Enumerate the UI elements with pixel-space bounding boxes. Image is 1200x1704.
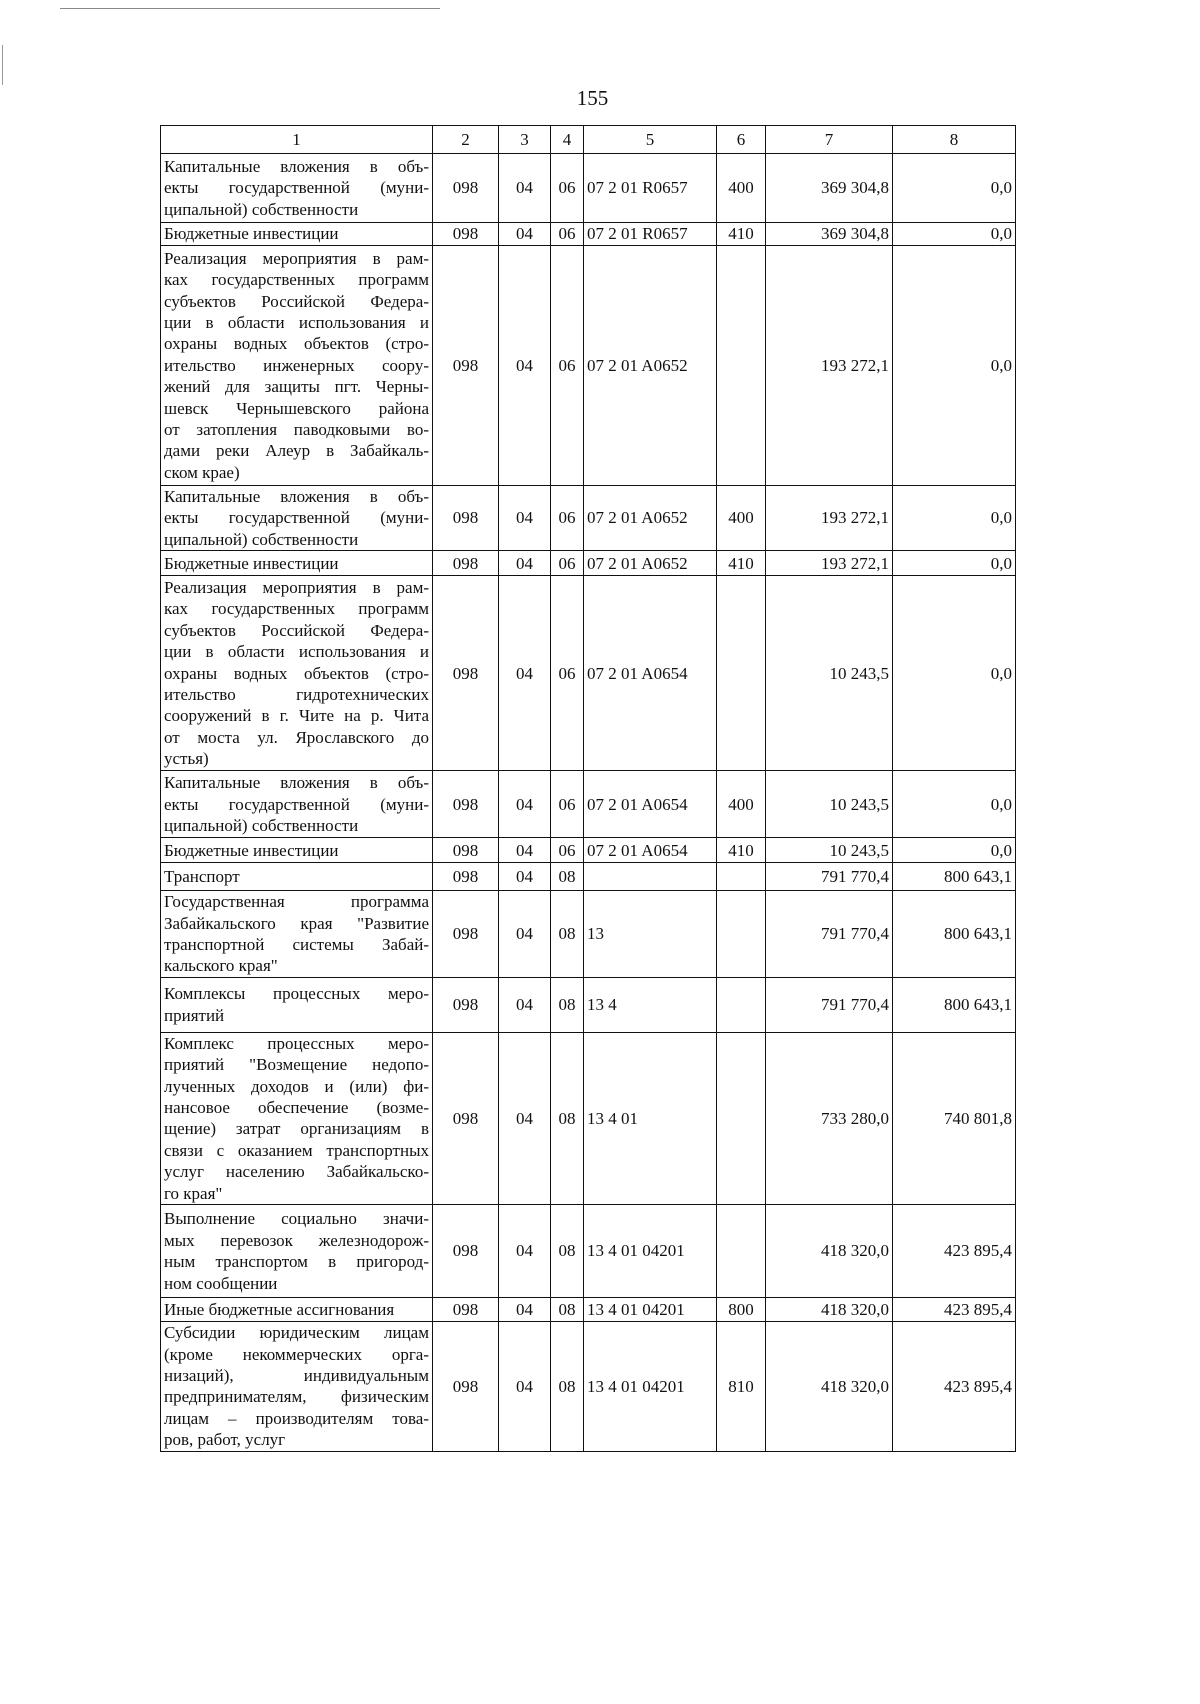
cell-section: 098 bbox=[433, 977, 499, 1032]
cell-name-line: Иные бюджетные ассигнования bbox=[164, 1299, 395, 1319]
cell-name-line: Бюджетные инвестиции bbox=[164, 840, 339, 860]
cell-name-line: Реализация мероприятия в рам- bbox=[164, 248, 429, 268]
cell-name-line: ительство инженерных соору- bbox=[164, 355, 429, 375]
table-row bbox=[161, 1032, 1016, 1204]
cell-amount-year1: 369 304,8 bbox=[766, 154, 893, 223]
cell-name-line: охраны водных объектов (стро- bbox=[164, 663, 429, 683]
cell-name-line: Капитальные вложения в объ- bbox=[164, 487, 429, 506]
cell-subsection: 06 bbox=[551, 246, 584, 486]
cell-name-line: сооружений в г. Чите на р. Чита bbox=[164, 706, 429, 726]
cell-amount-year1: 791 770,4 bbox=[766, 863, 893, 891]
cell-amount-year1: 10 243,5 bbox=[766, 771, 893, 838]
cell-amount-year1: 791 770,4 bbox=[766, 977, 893, 1032]
cell-name-line: шевск Чернышевского района bbox=[164, 398, 429, 418]
cell-target-article: 13 bbox=[584, 891, 717, 978]
cell-name-line: ципальной) собственности bbox=[164, 529, 359, 549]
cell-chapter: 04 bbox=[499, 551, 551, 576]
table-row bbox=[161, 977, 1016, 1032]
cell-expense-type: 800 bbox=[717, 1298, 766, 1322]
cell-name bbox=[161, 771, 433, 838]
cell-name bbox=[161, 977, 433, 1032]
cell-chapter: 04 bbox=[499, 1298, 551, 1322]
cell-name-line: Комплексы процессных меро- bbox=[164, 984, 429, 1004]
cell-chapter: 04 bbox=[499, 223, 551, 246]
cell-target-article: 13 4 01 04201 bbox=[584, 1205, 717, 1298]
cell-name-line: приятий "Возмещение недопо- bbox=[164, 1055, 429, 1075]
cell-name-line: нансовое обеспечение (возме- bbox=[164, 1098, 429, 1118]
cell-name-line: низаций), индивидуальным bbox=[164, 1365, 429, 1385]
table-row bbox=[161, 1298, 1016, 1322]
cell-amount-year2: 0,0 bbox=[893, 551, 1016, 576]
cell-section: 098 bbox=[433, 863, 499, 891]
cell-name-line: екты государственной (муни- bbox=[164, 508, 429, 528]
cell-section: 098 bbox=[433, 771, 499, 838]
cell-subsection: 06 bbox=[551, 551, 584, 576]
cell-name-line: ров, работ, услуг bbox=[164, 1430, 286, 1450]
table-row bbox=[161, 771, 1016, 838]
cell-name-line: Государственная программа bbox=[164, 892, 429, 912]
cell-amount-year1: 10 243,5 bbox=[766, 838, 893, 863]
cell-chapter: 04 bbox=[499, 771, 551, 838]
cell-amount-year1: 733 280,0 bbox=[766, 1032, 893, 1204]
scan-edge-mark bbox=[2, 45, 3, 85]
cell-expense-type: 810 bbox=[717, 1322, 766, 1451]
cell-section: 098 bbox=[433, 1205, 499, 1298]
cell-target-article: 13 4 01 bbox=[584, 1032, 717, 1204]
cell-name-line: ным транспортом в пригород- bbox=[164, 1252, 429, 1272]
cell-target-article: 07 2 01 A0654 bbox=[584, 576, 717, 771]
cell-name-line: лученных доходов и (или) фи- bbox=[164, 1076, 429, 1096]
page-number: 155 bbox=[576, 86, 609, 110]
cell-name bbox=[161, 551, 433, 576]
cell-target-article: 07 2 01 A0654 bbox=[584, 838, 717, 863]
cell-amount-year2: 0,0 bbox=[893, 154, 1016, 223]
cell-target-article bbox=[584, 863, 717, 891]
cell-chapter: 04 bbox=[499, 246, 551, 486]
cell-subsection: 06 bbox=[551, 486, 584, 551]
cell-amount-year1: 369 304,8 bbox=[766, 223, 893, 246]
cell-name-line: ции в области использования и bbox=[164, 312, 429, 332]
header-cell: 8 bbox=[893, 126, 1016, 154]
cell-name-line: ципальной) собственности bbox=[164, 199, 359, 219]
table-row bbox=[161, 486, 1016, 551]
table-row bbox=[161, 1322, 1016, 1451]
cell-name-line: екты государственной (муни- bbox=[164, 794, 429, 814]
cell-name-line: Комплекс процессных меро- bbox=[164, 1033, 429, 1053]
cell-subsection: 08 bbox=[551, 977, 584, 1032]
cell-target-article: 07 2 01 A0652 bbox=[584, 246, 717, 486]
cell-amount-year1: 418 320,0 bbox=[766, 1205, 893, 1298]
cell-amount-year2: 800 643,1 bbox=[893, 891, 1016, 978]
cell-chapter: 04 bbox=[499, 1205, 551, 1298]
cell-amount-year2: 800 643,1 bbox=[893, 863, 1016, 891]
cell-amount-year1: 10 243,5 bbox=[766, 576, 893, 771]
cell-name-line: (кроме некоммерческих орга- bbox=[164, 1344, 429, 1364]
cell-name-line: ительство гидротехнических bbox=[164, 684, 429, 704]
cell-name-line: субъектов Российской Федера- bbox=[164, 291, 429, 311]
cell-subsection: 08 bbox=[551, 1205, 584, 1298]
cell-target-article: 07 2 01 R0657 bbox=[584, 223, 717, 246]
cell-amount-year2: 0,0 bbox=[893, 486, 1016, 551]
table-row bbox=[161, 223, 1016, 246]
cell-name-line: устья) bbox=[164, 749, 209, 769]
cell-target-article: 07 2 01 R0657 bbox=[584, 154, 717, 223]
cell-name bbox=[161, 1298, 433, 1322]
cell-amount-year2: 0,0 bbox=[893, 223, 1016, 246]
cell-name-line: предпринимателям, физическим bbox=[164, 1387, 429, 1407]
cell-expense-type bbox=[717, 576, 766, 771]
cell-name-line: дами реки Алеур в Забайкаль- bbox=[164, 441, 429, 461]
cell-section: 098 bbox=[433, 246, 499, 486]
table-row bbox=[161, 576, 1016, 771]
header-cell: 7 bbox=[766, 126, 893, 154]
cell-name-line: Бюджетные инвестиции bbox=[164, 553, 339, 573]
cell-name bbox=[161, 576, 433, 771]
cell-target-article: 07 2 01 A0652 bbox=[584, 486, 717, 551]
cell-subsection: 06 bbox=[551, 576, 584, 771]
cell-subsection: 08 bbox=[551, 1032, 584, 1204]
cell-section: 098 bbox=[433, 1032, 499, 1204]
cell-amount-year2: 423 895,4 bbox=[893, 1298, 1016, 1322]
table-row bbox=[161, 154, 1016, 223]
cell-chapter: 04 bbox=[499, 863, 551, 891]
cell-name-line: ском крае) bbox=[164, 462, 240, 482]
cell-chapter: 04 bbox=[499, 838, 551, 863]
cell-expense-type: 400 bbox=[717, 154, 766, 223]
cell-amount-year2: 0,0 bbox=[893, 771, 1016, 838]
cell-name-line: ках государственных программ bbox=[164, 270, 429, 290]
cell-target-article: 13 4 01 04201 bbox=[584, 1298, 717, 1322]
cell-amount-year1: 193 272,1 bbox=[766, 486, 893, 551]
cell-section: 098 bbox=[433, 1322, 499, 1451]
cell-name bbox=[161, 154, 433, 223]
cell-name-line: транспортной системы Забай- bbox=[164, 935, 429, 955]
cell-name-line: кальского края" bbox=[164, 956, 278, 976]
cell-name-line: мых перевозок железнодорож- bbox=[164, 1230, 429, 1250]
cell-expense-type bbox=[717, 977, 766, 1032]
cell-chapter: 04 bbox=[499, 1032, 551, 1204]
cell-name-line: екты государственной (муни- bbox=[164, 178, 429, 198]
cell-name-line: от моста ул. Ярославского до bbox=[164, 727, 429, 747]
cell-name-line: Забайкальского края "Развитие bbox=[164, 913, 429, 933]
cell-amount-year1: 418 320,0 bbox=[766, 1322, 893, 1451]
cell-target-article: 13 4 01 04201 bbox=[584, 1322, 717, 1451]
scan-artifact-line bbox=[60, 8, 440, 9]
cell-chapter: 04 bbox=[499, 1322, 551, 1451]
table-row bbox=[161, 838, 1016, 863]
cell-expense-type: 410 bbox=[717, 223, 766, 246]
cell-amount-year1: 193 272,1 bbox=[766, 551, 893, 576]
header-cell: 6 bbox=[717, 126, 766, 154]
cell-section: 098 bbox=[433, 891, 499, 978]
cell-chapter: 04 bbox=[499, 154, 551, 223]
cell-name-line: услуг населению Забайкальско- bbox=[164, 1162, 429, 1182]
cell-name bbox=[161, 486, 433, 551]
table-row bbox=[161, 1205, 1016, 1298]
cell-amount-year1: 791 770,4 bbox=[766, 891, 893, 978]
cell-expense-type: 410 bbox=[717, 838, 766, 863]
cell-expense-type bbox=[717, 246, 766, 486]
cell-subsection: 06 bbox=[551, 223, 584, 246]
cell-name-line: от затопления паводковыми во- bbox=[164, 420, 429, 440]
cell-name-line: приятий bbox=[164, 1005, 225, 1025]
cell-expense-type: 400 bbox=[717, 486, 766, 551]
cell-expense-type bbox=[717, 1205, 766, 1298]
cell-subsection: 08 bbox=[551, 891, 584, 978]
cell-name bbox=[161, 246, 433, 486]
budget-table bbox=[160, 125, 1016, 1452]
cell-name-line: Выполнение социально значи- bbox=[164, 1209, 429, 1229]
cell-target-article: 13 4 bbox=[584, 977, 717, 1032]
cell-expense-type bbox=[717, 1032, 766, 1204]
cell-name bbox=[161, 1032, 433, 1204]
cell-amount-year1: 418 320,0 bbox=[766, 1298, 893, 1322]
cell-amount-year2: 423 895,4 bbox=[893, 1205, 1016, 1298]
cell-name-line: ках государственных программ bbox=[164, 599, 429, 619]
cell-amount-year2: 740 801,8 bbox=[893, 1032, 1016, 1204]
cell-amount-year2: 0,0 bbox=[893, 576, 1016, 771]
cell-section: 098 bbox=[433, 223, 499, 246]
cell-amount-year2: 800 643,1 bbox=[893, 977, 1016, 1032]
header-row bbox=[161, 126, 1016, 154]
cell-subsection: 06 bbox=[551, 771, 584, 838]
cell-subsection: 06 bbox=[551, 838, 584, 863]
cell-chapter: 04 bbox=[499, 576, 551, 771]
cell-name-line: охраны водных объектов (стро- bbox=[164, 334, 429, 354]
cell-amount-year2: 0,0 bbox=[893, 246, 1016, 486]
cell-name-line: Капитальные вложения в объ- bbox=[164, 773, 429, 793]
cell-name bbox=[161, 891, 433, 978]
header-cell: 3 bbox=[499, 126, 551, 154]
cell-name-line: Субсидии юридическим лицам bbox=[164, 1323, 429, 1343]
cell-name-line: го края" bbox=[164, 1183, 223, 1203]
header-cell: 2 bbox=[433, 126, 499, 154]
cell-name-line: жений для защиты пгт. Черны- bbox=[164, 377, 429, 397]
cell-name-line: субъектов Российской Федера- bbox=[164, 620, 429, 640]
cell-name-line: ции в области использования и bbox=[164, 642, 429, 662]
cell-chapter: 04 bbox=[499, 977, 551, 1032]
cell-target-article: 07 2 01 A0654 bbox=[584, 771, 717, 838]
cell-amount-year1: 193 272,1 bbox=[766, 246, 893, 486]
cell-name-line: Реализация мероприятия в рам- bbox=[164, 577, 429, 597]
cell-subsection: 08 bbox=[551, 863, 584, 891]
cell-name-line: Транспорт bbox=[164, 867, 240, 887]
cell-name-line: ном сообщении bbox=[164, 1273, 278, 1293]
cell-amount-year2: 423 895,4 bbox=[893, 1322, 1016, 1451]
cell-name bbox=[161, 1322, 433, 1451]
cell-name bbox=[161, 1205, 433, 1298]
cell-section: 098 bbox=[433, 486, 499, 551]
table-row bbox=[161, 551, 1016, 576]
cell-chapter: 04 bbox=[499, 486, 551, 551]
cell-subsection: 06 bbox=[551, 154, 584, 223]
header-cell: 4 bbox=[551, 126, 584, 154]
cell-name-line: связи с оказанием транспортных bbox=[164, 1140, 429, 1160]
table-row bbox=[161, 863, 1016, 891]
cell-chapter: 04 bbox=[499, 891, 551, 978]
cell-section: 098 bbox=[433, 838, 499, 863]
cell-name bbox=[161, 838, 433, 863]
header-cell: 1 bbox=[161, 126, 433, 154]
cell-expense-type bbox=[717, 863, 766, 891]
cell-name-line: ципальной) собственности bbox=[164, 815, 359, 835]
cell-expense-type: 400 bbox=[717, 771, 766, 838]
header-cell: 5 bbox=[584, 126, 717, 154]
cell-target-article: 07 2 01 A0652 bbox=[584, 551, 717, 576]
cell-subsection: 08 bbox=[551, 1298, 584, 1322]
cell-amount-year2: 0,0 bbox=[893, 838, 1016, 863]
table-row bbox=[161, 891, 1016, 978]
cell-section: 098 bbox=[433, 551, 499, 576]
cell-name-line: щение) затрат организациям в bbox=[164, 1119, 429, 1139]
cell-name bbox=[161, 223, 433, 246]
table-row bbox=[161, 246, 1016, 486]
cell-name-line: Бюджетные инвестиции bbox=[164, 224, 339, 244]
cell-section: 098 bbox=[433, 154, 499, 223]
cell-section: 098 bbox=[433, 576, 499, 771]
cell-expense-type: 410 bbox=[717, 551, 766, 576]
cell-expense-type bbox=[717, 891, 766, 978]
cell-subsection: 08 bbox=[551, 1322, 584, 1451]
cell-section: 098 bbox=[433, 1298, 499, 1322]
cell-name bbox=[161, 863, 433, 891]
cell-name-line: Капитальные вложения в объ- bbox=[164, 156, 429, 176]
cell-name-line: лицам – производителям това- bbox=[164, 1408, 429, 1428]
